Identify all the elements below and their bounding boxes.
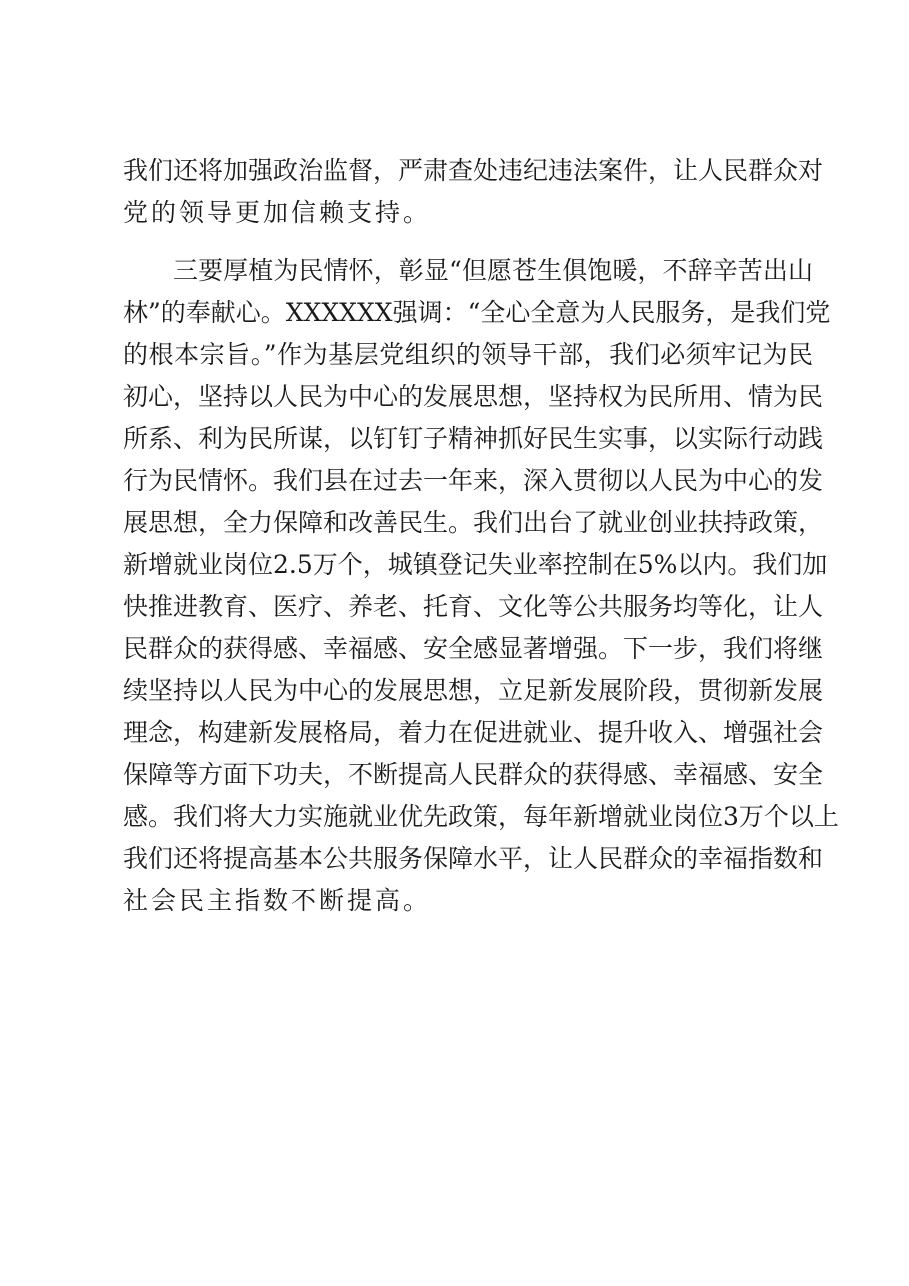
text-line: 社会民主指数不断提高。 xyxy=(123,886,432,915)
text-line: 所系、利为民所谋，以钉钉子精神抓好民生实事，以实际行动践 xyxy=(123,424,824,453)
text-line: 快推进教育、医疗、养老、托育、文化等公共服务均等化，让人 xyxy=(123,592,824,621)
text-line: 初心，坚持以人民为中心的发展思想，坚持权为民所用、情为民 xyxy=(123,382,824,411)
text-line: 续坚持以人民为中心的发展思想，立足新发展阶段，贯彻新发展 xyxy=(123,676,824,705)
text-line: 民群众的获得感、幸福感、安全感显著增强。下一步，我们将继 xyxy=(123,634,824,663)
text-line: 我们还将提高基本公共服务保障水平，让人民群众的幸福指数和 xyxy=(123,844,824,873)
body-text xyxy=(123,150,839,922)
text-line: 行为民情怀。我们县在过去一年来，深入贯彻以人民为中心的发 xyxy=(123,466,824,495)
text-line: 的根本宗旨。”作为基层党组织的领导干部，我们必须牢记为民 xyxy=(123,340,813,369)
text-line: 保障等方面下功夫，不断提高人民群众的获得感、幸福感、安全 xyxy=(123,760,824,789)
text-line: 新增就业岗位2.5万个，城镇登记失业率控制在5%以内。我们加 xyxy=(123,550,828,579)
paragraph-2 xyxy=(123,250,839,922)
text-line: 感。我们将大力实施就业优先政策，每年新增就业岗位3万个以上 xyxy=(123,802,839,831)
text-line: 我们还将加强政治监督，严肃查处违纪违法案件，让人民群众对 xyxy=(123,156,824,185)
text-line: 林”的奉献心。XXXXXX强调：“全心全意为人民服务，是我们党 xyxy=(123,298,831,327)
text-line: 展思想，全力保障和改善民生。我们出台了就业创业扶持政策， xyxy=(123,508,824,537)
text-line: 党的领导更加信赖支持。 xyxy=(123,198,432,227)
text-line: 理念，构建新发展格局，着力在促进就业、提升收入、增强社会 xyxy=(123,718,824,747)
paragraph-1 xyxy=(123,150,824,234)
text-line: 三要厚植为民情怀，彰显“但愿苍生俱饱暖，不辞辛苦出山 xyxy=(173,256,813,285)
